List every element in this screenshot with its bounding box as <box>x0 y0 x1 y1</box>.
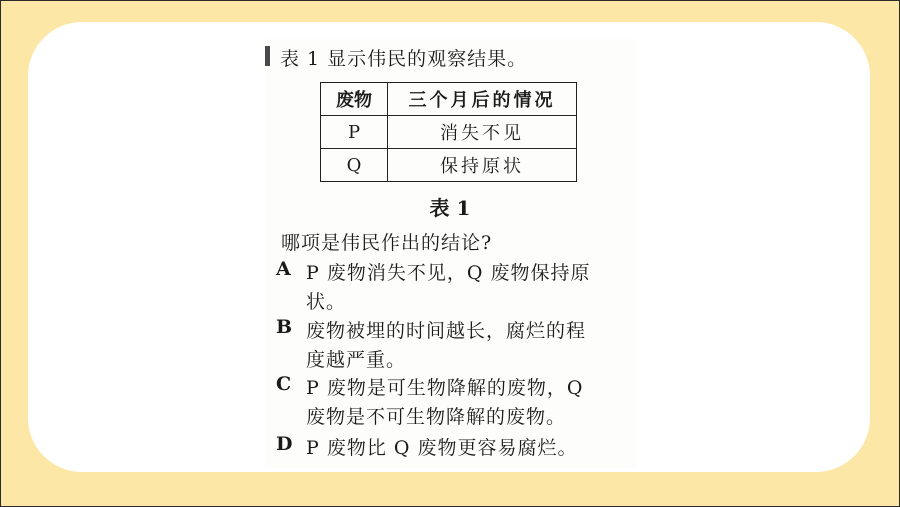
observation-table <box>320 82 577 182</box>
table-row <box>321 149 577 182</box>
option-letter: B <box>276 316 293 338</box>
table-row <box>321 116 577 149</box>
column-header: 废物 <box>321 83 388 116</box>
option-text: P 废物是可生物降解的废物，Q <box>306 377 584 399</box>
option-text: 废物被埋的时间越长，腐烂的程 <box>306 320 587 342</box>
table-cell: 保持原状 <box>388 149 577 182</box>
option-text: 状。 <box>306 291 347 313</box>
option-letter: C <box>276 373 292 395</box>
table-cell: 消失不见 <box>388 116 577 149</box>
table-cell: P <box>321 116 388 149</box>
option-text: 度越严重。 <box>306 349 407 371</box>
intro-text: 表 1 显示伟民的观察结果。 <box>280 48 528 70</box>
table-cell: Q <box>321 149 388 182</box>
option-letter: D <box>276 433 293 455</box>
option-text: P 废物消失不见，Q 废物保持原 <box>306 262 591 284</box>
table-header-row <box>321 83 577 116</box>
option-letter: A <box>276 258 291 280</box>
column-header: 三个月后的情况 <box>388 83 577 116</box>
option-text: P 废物比 Q 废物更容易腐烂。 <box>306 437 578 459</box>
question-text: 哪项是伟民作出的结论? <box>281 232 493 254</box>
binding-mark <box>265 46 270 66</box>
option-text: 废物是不可生物降解的废物。 <box>306 406 567 428</box>
table-caption: 表 1 <box>429 196 471 220</box>
